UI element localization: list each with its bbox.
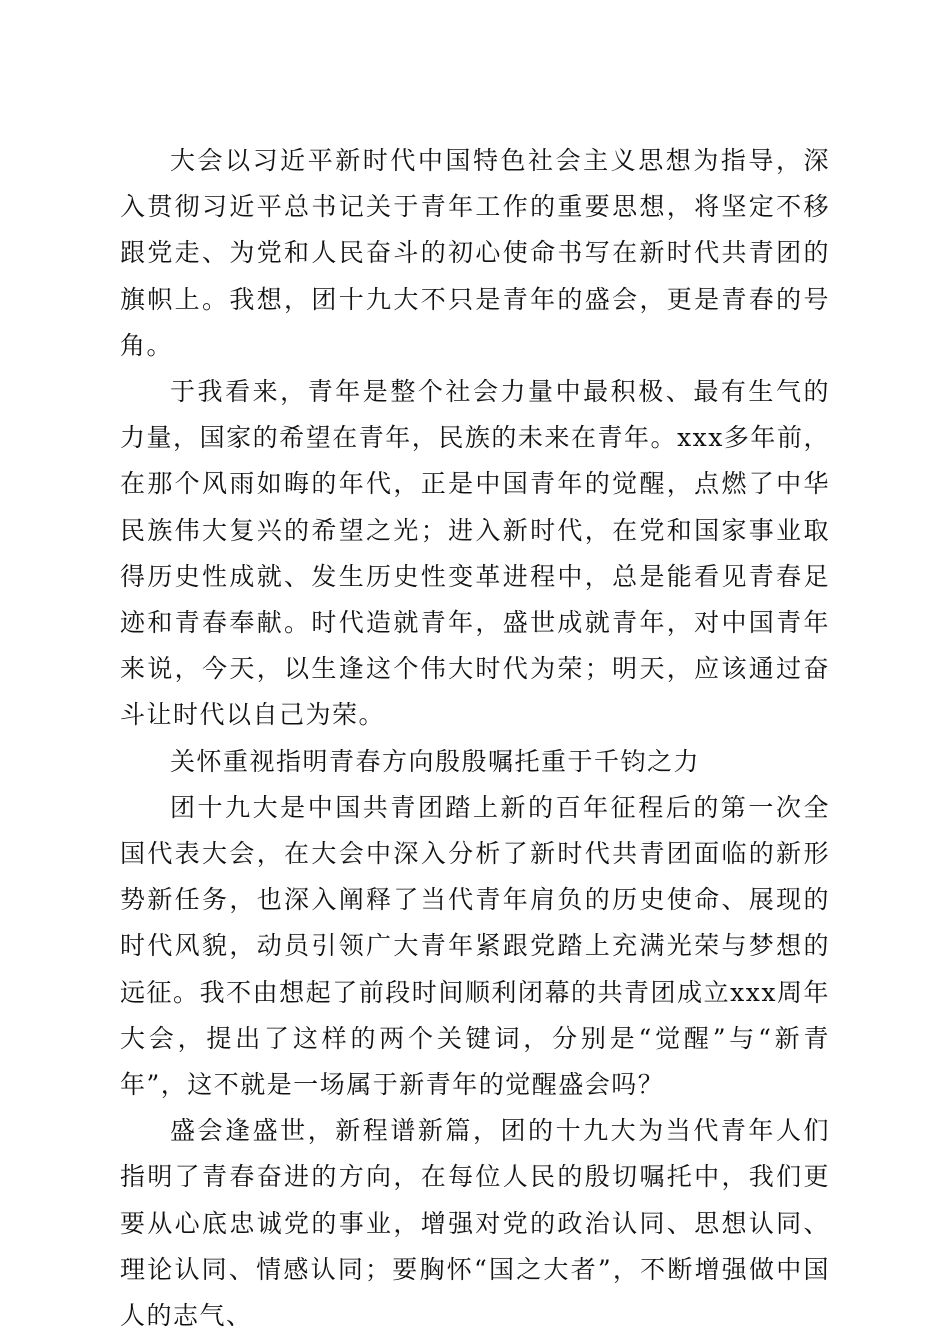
- paragraph-intro: 大会以习近平新时代中国特色社会主义思想为指导，深入贯彻习近平总书记关于青年工作的重要思想，将坚定不移跟党走、为党和人民奋斗的初心使命书写在新时代共青团的旗帜上。我想，团十九大不只是青年的盛会，更是青春的号角。: [120, 146, 830, 360]
- paragraph-congress: 团十九大是中国共青团踏上新的百年征程后的第一次全国代表大会，在大会中深入分析了新时代共青团面临的新形势新任务，也深入阐释了当代青年肩负的历史使命、展现的时代风貌，动员引领广大青年紧跟党踏上充满光荣与梦想的远征。我不由想起了前段时间顺利闭幕的共青团成立xxx周年大会，提出了这样的两个关键词，分别是“觉醒”与“新青年”，这不就是一场属于新青年的觉醒盛会吗？: [120, 792, 830, 1100]
- document-body: [120, 138, 830, 1339]
- paragraph-youth-power: 于我看来，青年是整个社会力量中最积极、最有生气的力量，国家的希望在青年，民族的未来在青年。xxx多年前，在那个风雨如晦的年代，正是中国青年的觉醒，点燃了中华民族伟大复兴的希望之光；进入新时代，在党和国家事业取得历史性成就、发生历史性变革进程中，总是能看见青春足迹和青春奉献。时代造就青年，盛世成就青年，对中国青年来说，今天，以生逢这个伟大时代为荣；明天，应该通过奋斗让时代以自己为荣。: [120, 377, 830, 730]
- paragraph-new-journey: 盛会逢盛世，新程谱新篇，团的十九大为当代青年人们指明了青春奋进的方向，在每位人民的殷切嘱托中，我们更要从心底忠诚党的事业，增强对党的政治认同、思想认同、理论认同、情感认同；要胸怀“国之大者”，不断增强做中国人的志气、: [120, 1116, 830, 1331]
- section-heading: 关怀重视指明青春方向殷殷嘱托重于千钧之力: [170, 746, 701, 776]
